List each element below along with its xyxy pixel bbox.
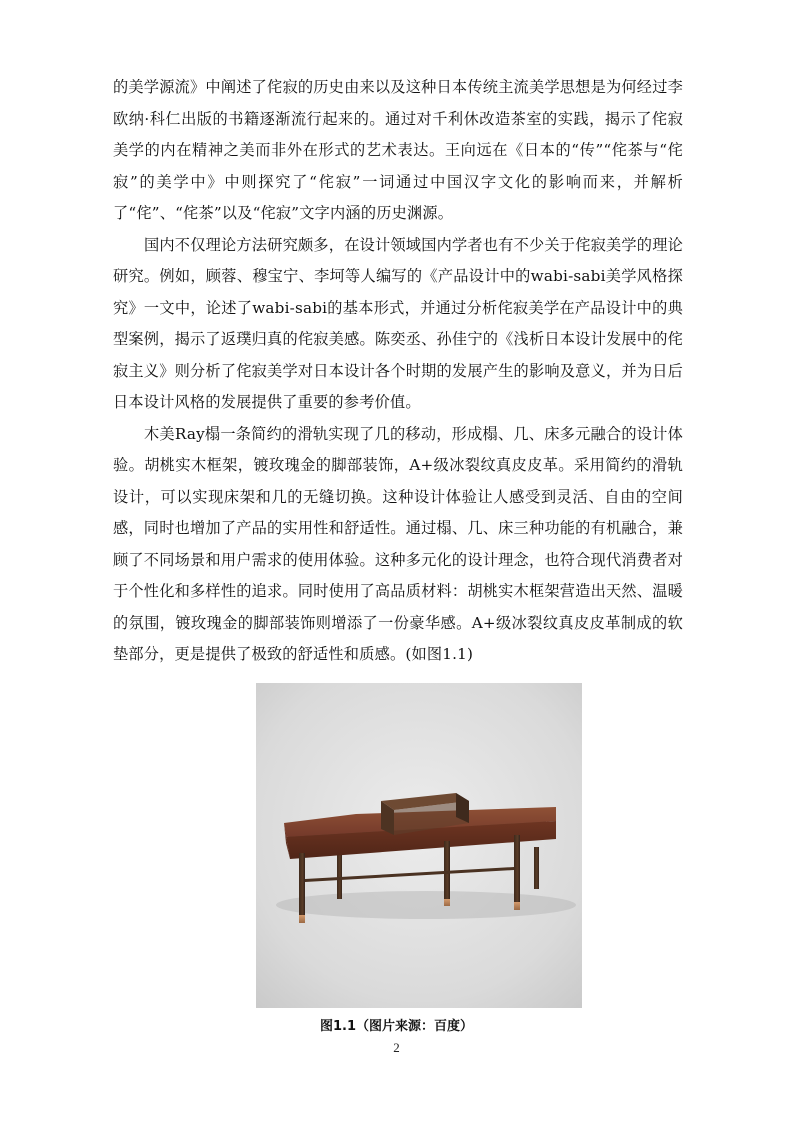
front-right-leg (514, 835, 520, 909)
front-right-gold-foot (514, 902, 520, 910)
front-left-gold-foot (299, 915, 305, 923)
rear-right-leg (534, 847, 539, 889)
page-number: 2 (393, 1040, 400, 1055)
paragraph-ray-daybed: 木美Ray榻一条简约的滑轨实现了几的移动，形成榻、几、床多元融合的设计体验。胡桃实木框架，镀玫瑰金的脚部装饰，A+级冰裂纹真皮皮革。采用简约的滑轨设计，可以实现床架和几的无缝切换。这种设计体验让人感受到灵活、自由的空间感，同时也增加了产品的实用性和舒适性。通过榻、几、床三种功能的有机融合，兼顾了不同场景和用户需求的使用体验。这种多元化的设计理念，也符合现代消费者对于个性化和多样性的追求。同时使用了高品质材料：胡桃实木框架营造出天然、温暖的氛围，镀玫瑰金的脚部装饰则增添了一份豪华感。A+级冰裂纹真皮皮革制成的软垫部分，更是提供了极致的舒适性和质感。(如图1.1) (113, 424, 683, 663)
paragraph-domestic-research: 国内不仅理论方法研究颇多，在设计领域国内学者也有不少关于侘寂美学的理论研究。例如，顾蓉、穆宝宁、李坷等人编写的《产品设计中的wabi-sabi美学风格探究》一文中，论述了wabi-sabi的基本形式，并通过分析侘寂美学在产品设计中的典型案例，揭示了返璞归真的侘寂美感。陈奕丞、孙佳宁的《浅析日本设计发展中的侘寂主义》则分析了侘寂美学对日本设计各个时期的发展产生的影响及意义，并为日后日本设计风格的发展提供了重要的参考价值。 (113, 235, 683, 411)
body-text (113, 72, 683, 671)
daybed-illustration (256, 683, 582, 1008)
paragraph-continuation: 的美学源流》中阐述了侘寂的历史由来以及这种日本传统主流美学思想是为何经过李欧纳·科仁出版的书籍逐渐流行起来的。通过对千利休改造茶室的实践，揭示了侘寂美学的内在精神之美而非外在形式的艺术表达。王向远在《日本的“传”“侘茶与“侘寂”的美学中》中则探究了“侘寂”一词通过中国汉字文化的影响而来，并解析了“侘”、“侘茶”以及“侘寂”文字内涵的历史渊源。 (113, 78, 683, 222)
front-left-leg (299, 853, 305, 921)
floor-shadow (276, 891, 576, 919)
figure-daybed-photo (256, 683, 582, 1008)
figure-caption: 图1.1（图片来源：百度） (319, 1019, 474, 1034)
front-middle-gold-foot (444, 899, 450, 906)
